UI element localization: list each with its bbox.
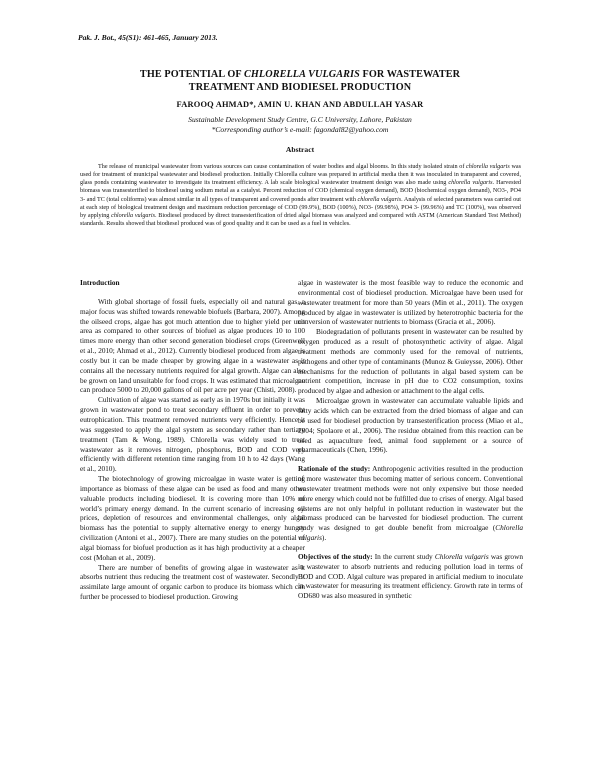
abstract-p4: . Analysis of selected parameters was carried out at each step of biological treatment design and maximum reduction percentage of COD (99.9%), BOD (100%), NO3- (99.98%), PO4 3- (99.96%) and TC (100%), was observed by applying xyxy=(80,196,522,219)
objectives-text-b: was grown in wastewater to absorb nutrients and reducing pollution load in terms of BOD and COD. Algal culture was prepared in artificial medium to inoculate in wastewater for measuring its treatment efficiency. Growth rate in terms of OD680 was also measured in synthetic xyxy=(298,551,523,601)
abstract-text xyxy=(80,163,521,228)
right-paragraph-1: Biodegradation of pollutants present in wastewater can be resulted by oxygen produced as a result of photosynthetic activity of algae. Algal treatment methods are commonly used for the removal of nutrients, pathogens and other type of contaminants (Munoz & Guieysse, 2006). Other mechanisms for the reduction of pollutants in algal based system can be nutrient competition, increase in pH due to CO2 consumption, toxins produced by algae and adhesion or attachment to the algal cells. xyxy=(298,327,523,396)
rationale-heading: Rationale of the study: xyxy=(298,464,371,474)
paper-title xyxy=(90,68,510,94)
title-part1: THE POTENTIAL OF xyxy=(139,69,244,80)
abstract-i4: chlorella vulgaris xyxy=(111,212,155,219)
abstract-i3: chlorella vulgaris xyxy=(357,196,402,203)
abstract-p3: . Harvested biomass was transesterified to biodiesel using sodium metal as a catalyst. Percent reduction of COD (chemical oxygen demand), BOD (biochemical oxygen demand), NO3-, PO4 3- and TC (total coliforms) was almost similar in all types of transparent and covered ponds after treatment with xyxy=(80,180,521,203)
intro-paragraph-2: Cultivation of algae was started as early as in 1970s but initially it was grown in wastewater pond to treat secondary effluent in order to prevent eutrophication. This treatment removed nutrients very efficiently. Hence it was suggested to apply the algal system as secondary rather than tertiary treatment (Tam & Wong, 1989). Chlorella was widely used to treat wastewater as it removes nitrogen, phosphorus, BOD and COD very efficiently with different retention time ranging from 10 h to 42 days (Wang et al., 2010). xyxy=(80,395,305,474)
right-paragraph-2: Microalgae grown in wastewater can accumulate valuable lipids and fatty acids which can be extracted from the dried biomass of algae and can be used for biodiesel production by transesterification process (Miao et al., 2004; Spolaore et al., 2006). The residue obtained from this reaction can be used as aquaculture feed, animal food supplement or a source of pharmaceuticals (Chen, 1996). xyxy=(298,396,523,455)
right-column xyxy=(298,278,523,601)
intro-paragraph-4: There are number of benefits of growing algae in wastewater as it absorbs nutrient thus reducing the treatment cost of wastewater. Secondly it assimilate large amount of organic carbon to produce its biomass which can further be processed to biodiesel production. Growing xyxy=(80,562,305,602)
title-part2: FOR WASTEWATER xyxy=(359,69,461,80)
objectives-paragraph xyxy=(298,552,523,601)
abstract-i2: chlorella vulgaris xyxy=(448,180,493,187)
rationale-end: ). xyxy=(321,533,327,543)
rationale-italic: Chlorella vulgaris xyxy=(298,523,523,543)
title-italic: CHLORELLA VULGARIS xyxy=(244,69,360,80)
journal-citation: Pak. J. Bot., 45(S1): 461-465, January 2013. xyxy=(78,33,218,42)
objectives-italic: Chlorella vulgaris xyxy=(434,551,489,561)
intro-paragraph-3: The biotechnology of growing microalgae in waste water is getting importance as biomass of these algae can be used as food and many other valuable products including biodiesel. It is covering more than 10% of world’s primary energy demand. In the current scenario of increasing oil prices, depletion of resources and environmental challenges, only algal biomass has the potential to supply alternative energy to energy hungry civilization (Antoni et al., 2007). There are many studies on the potential of algal biomass for biofuel production as it has high productivity at a cheaper cost (Mohan et al., 2009). xyxy=(80,474,305,562)
title-line2: TREATMENT AND BIODIESEL PRODUCTION xyxy=(188,82,412,93)
abstract-p5: . Biodiesel produced by direct transesterification of dried algal biomass was analyzed and compared with ASTM (American Standard Test Method) standards. Results showed that biodiesel produced was of good quality and it can be used as a fuel in vehicles. xyxy=(80,212,522,228)
abstract-p2: was used for treatment of municipal wastewater and biodiesel production. Initially Chlorella culture was prepared in artificial media then it was inoculated in transparent and covered, glass ponds containing wastewater to investigate its treatment efficiency. A lab scale biological wastewater treatment design was also made using xyxy=(80,164,521,187)
affiliation-line2: *Corresponding author’s e-mail: fagondal82@yahoo.com xyxy=(211,125,389,134)
abstract-heading: Abstract xyxy=(285,145,315,154)
left-column xyxy=(80,278,305,602)
objectives-text-a: In the current study xyxy=(372,551,435,561)
authors: FAROOQ AHMAD*, AMIN U. KHAN AND ABDULLAH YASAR xyxy=(176,100,424,109)
abstract-p1: The release of municipal wastewater from various sources can cause contamination of water bodies and algal blooms. In this study isolated strain of xyxy=(98,164,467,170)
objectives-heading: Objectives of the study: xyxy=(298,551,373,561)
affiliation-line1: Sustainable Development Study Centre, G.C University, Lahore, Pakistan xyxy=(188,115,412,124)
intro-paragraph-1: With global shortage of fossil fuels, especially oil and natural gas, a major focus was shifted towards renewable biofuels (Barbara, 2007). Among the oilseed crops, algae has got much attention due to higher yield per unit area as compared to other sources of biofuel as algae produces 10 to 100 times more energy than other second generation biodiesel crops (Greenwell et al., 2010; Ahmad et al., 2012). Currently biodiesel produced from algae is costly but it can be made cheaper by growing algae in a wastewater as it contains all the necessary nutrients required for algal growth. Algae can also be grown on land unsuitable for food crops. It was estimated that microalgae can produce 5000 to 20,000 gallons of oil per acre per year (Chisti, 2008). xyxy=(80,296,305,395)
rationale-text: Anthropogenic activities resulted in the production of more wastewater thus becoming matter of serious concern. Conventional wastewater treatment methods were not only expensive but those needed more energy which could not be fulfilled due to crises of energy. Algal based systems are not only helpful in pollutant reduction in wastewater but the biomass produced can be harvested for biodiesel production. The current study was designed to get double benefit from microalgae ( xyxy=(298,464,523,533)
right-paragraph-0: algae in wastewater is the most feasible way to reduce the economic and environmental cost of biodiesel production. Microalgae have been used for wastewater treatment for more than 50 years (Min et al., 2011). The oxygen produced by algae in wastewater is utilized by heterotrophic bacteria for the conversion of wastewater nutrients to biomass (Gracia et al., 2006). xyxy=(298,278,523,327)
introduction-heading: Introduction xyxy=(80,278,120,287)
rationale-paragraph xyxy=(298,464,523,543)
abstract-i1: chlorella vulgaris xyxy=(466,164,510,170)
affiliation xyxy=(90,115,510,135)
